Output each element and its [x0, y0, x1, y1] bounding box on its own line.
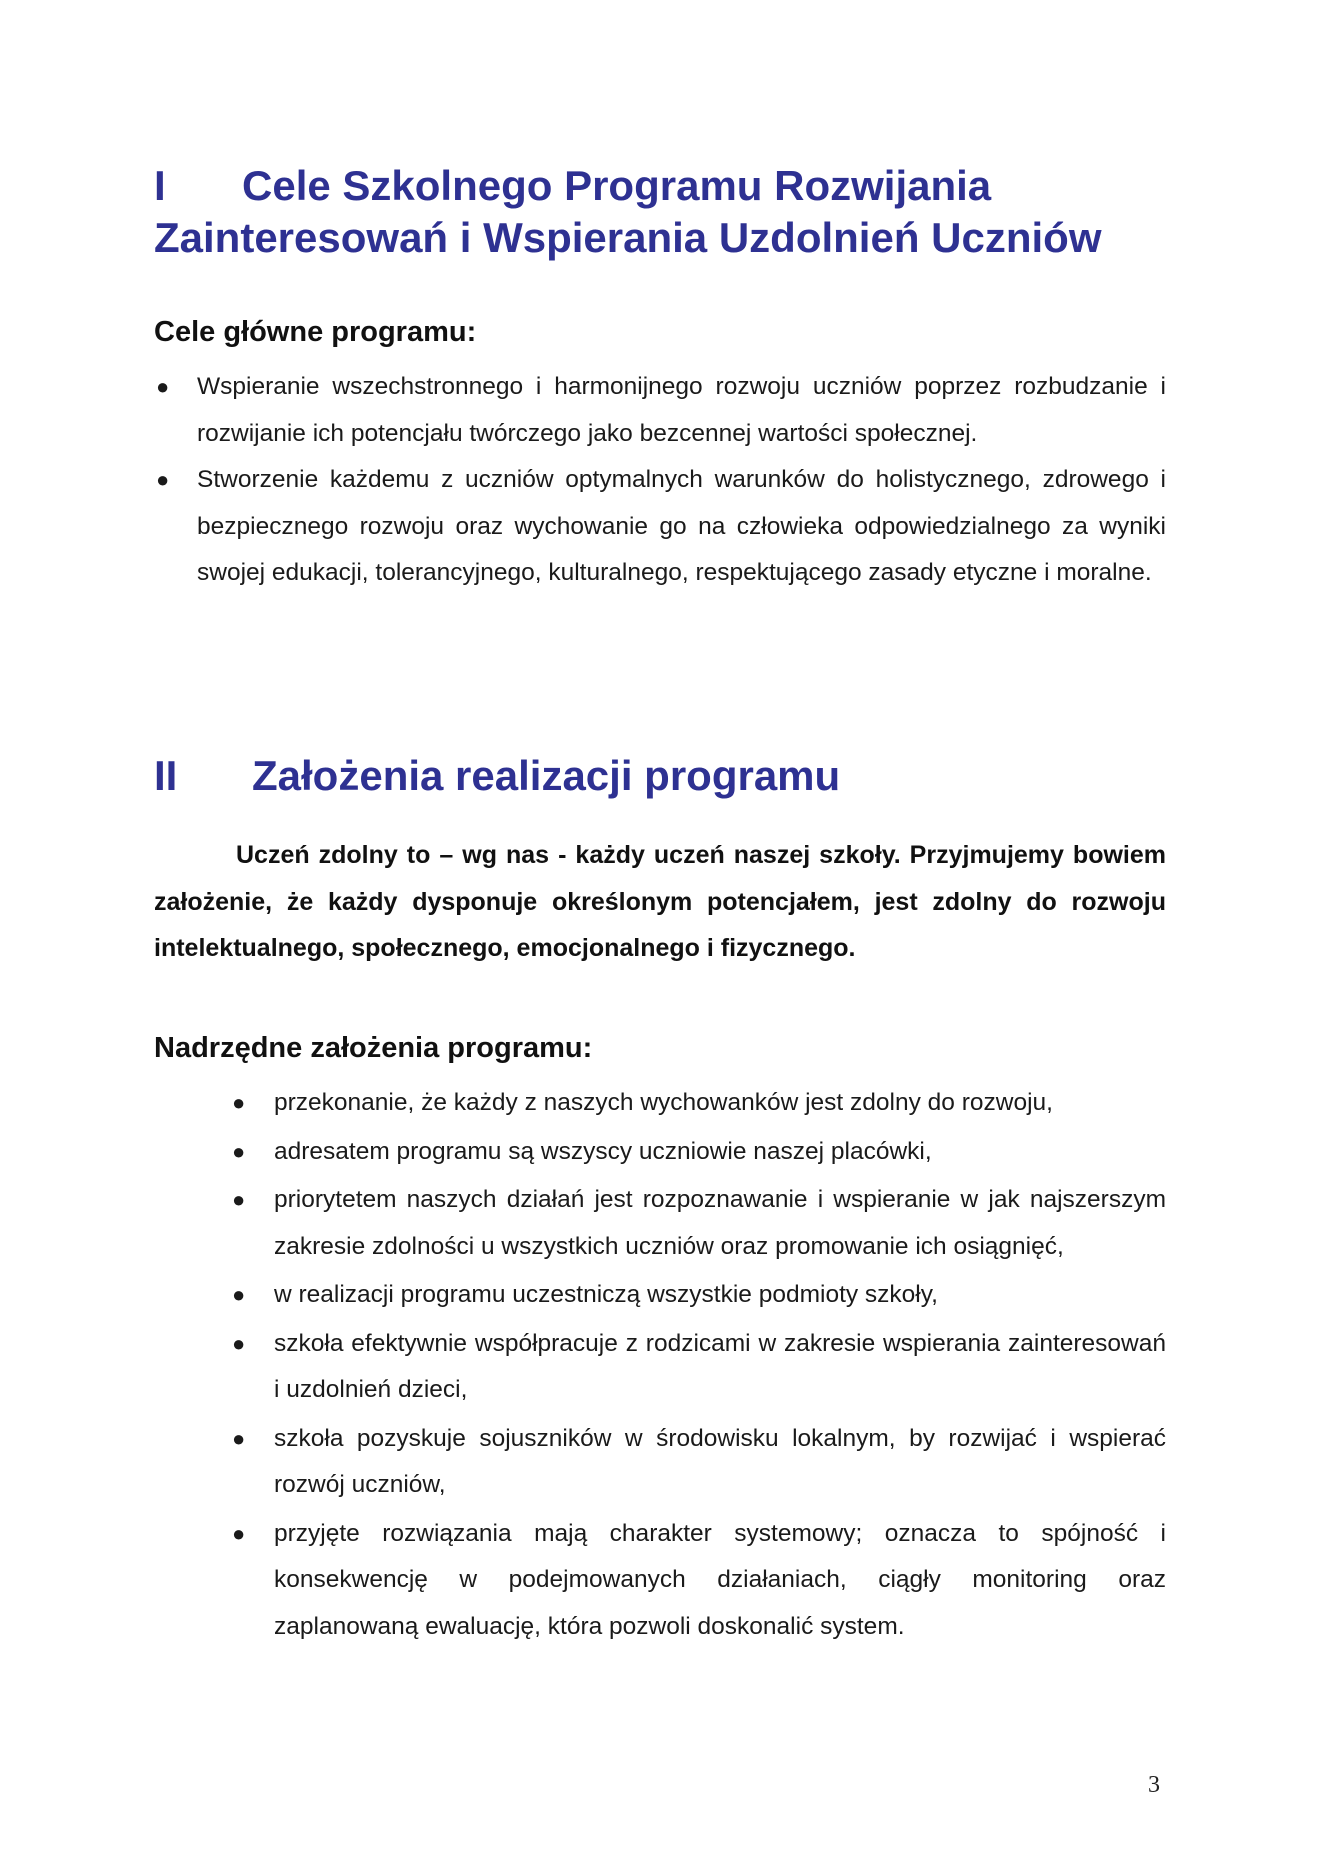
- list-item: [154, 457, 1166, 597]
- section-2-title: Założenia realizacji programu: [252, 752, 841, 799]
- list-item-text: adresatem programu są wszyscy uczniowie naszej placówki,: [274, 1137, 932, 1165]
- section-1-heading: [154, 160, 1174, 264]
- section-1-subheading: Cele główne programu:: [154, 316, 477, 348]
- list-item: [230, 1511, 1166, 1651]
- list-item: [154, 364, 1166, 457]
- section-2-number: II: [154, 752, 178, 799]
- list-item: [230, 1416, 1166, 1509]
- bullet-icon: ●: [156, 467, 170, 492]
- list-item: [230, 1321, 1166, 1414]
- section-1-title-line2: Zainteresowań i Wspierania Uzdolnień Uczniów: [154, 214, 1102, 261]
- section-2-subheading: Nadrzędne założenia programu:: [154, 1032, 593, 1064]
- list-item-text: Stworzenie każdemu z uczniów optymalnych warunków do holistycznego, zdrowego i bezpiecznego rozwoju oraz wychowanie go na człowieka odpowiedzialnego za wyniki swojej edukacji, tolerancyjnego, kulturalnego, respektującego zasady etyczne i moralne.: [197, 466, 1166, 586]
- bullet-icon: ●: [232, 1330, 246, 1356]
- section-1-title-line1: Cele Szkolnego Programu Rozwijania: [242, 162, 992, 209]
- list-item-text: w realizacji programu uczestniczą wszystkie podmioty szkoły,: [274, 1281, 938, 1308]
- list-item-text: szkoła pozyskuje sojuszników w środowisku lokalnym, by rozwijać i wspierać rozwój uczniów,: [274, 1424, 1166, 1498]
- list-item: [230, 1177, 1166, 1270]
- list-item-text: szkoła efektywnie współpracuje z rodzicami w zakresie wspierania zainteresowań i uzdolnień dzieci,: [274, 1329, 1166, 1403]
- section-2-paragraph: Uczeń zdolny to – wg nas - każdy uczeń naszej szkoły. Przyjmujemy bowiem założenie, że każdy dysponuje określonym potencjałem, jest zdolny do rozwoju intelektualnego, społecznego, emocjonalnego i fizycznego.: [154, 841, 1166, 962]
- list-item: [230, 1272, 1166, 1319]
- list-item-text: priorytetem naszych działań jest rozpoznawanie i wspieranie w jak najszerszym zakresie zdolności u wszystkich uczniów oraz promowanie ich osiągnięć,: [274, 1186, 1166, 1260]
- section-2-bullet-list: [230, 1080, 1166, 1652]
- bullet-icon: ●: [232, 1187, 246, 1212]
- bullet-icon: ●: [232, 1138, 246, 1164]
- section-1-bullet-list: [154, 364, 1166, 597]
- bullet-icon: ●: [232, 1090, 246, 1115]
- bullet-icon: ●: [232, 1282, 246, 1307]
- section-1-number: I: [154, 162, 166, 209]
- bullet-icon: ●: [232, 1425, 246, 1451]
- section-2-heading: [154, 750, 1174, 802]
- list-item-text: Wspieranie wszechstronnego i harmonijnego rozwoju uczniów poprzez rozbudzanie i rozwijanie ich potencjału twórczego jako bezcennej wartości społecznej.: [197, 373, 1166, 447]
- bullet-icon: ●: [232, 1520, 246, 1546]
- list-item: [230, 1080, 1166, 1127]
- list-item: [230, 1129, 1166, 1176]
- list-item-text: przyjęte rozwiązania mają charakter systemowy; oznacza to spójność i konsekwencję w podejmowanych działaniach, ciągły monitoring oraz zaplanowaną ewaluację, która pozwoli doskonalić system.: [274, 1519, 1166, 1640]
- page-number: 3: [1148, 1772, 1160, 1798]
- bullet-icon: ●: [156, 374, 170, 399]
- list-item-text: przekonanie, że każdy z naszych wychowanków jest zdolny do rozwoju,: [274, 1089, 1053, 1116]
